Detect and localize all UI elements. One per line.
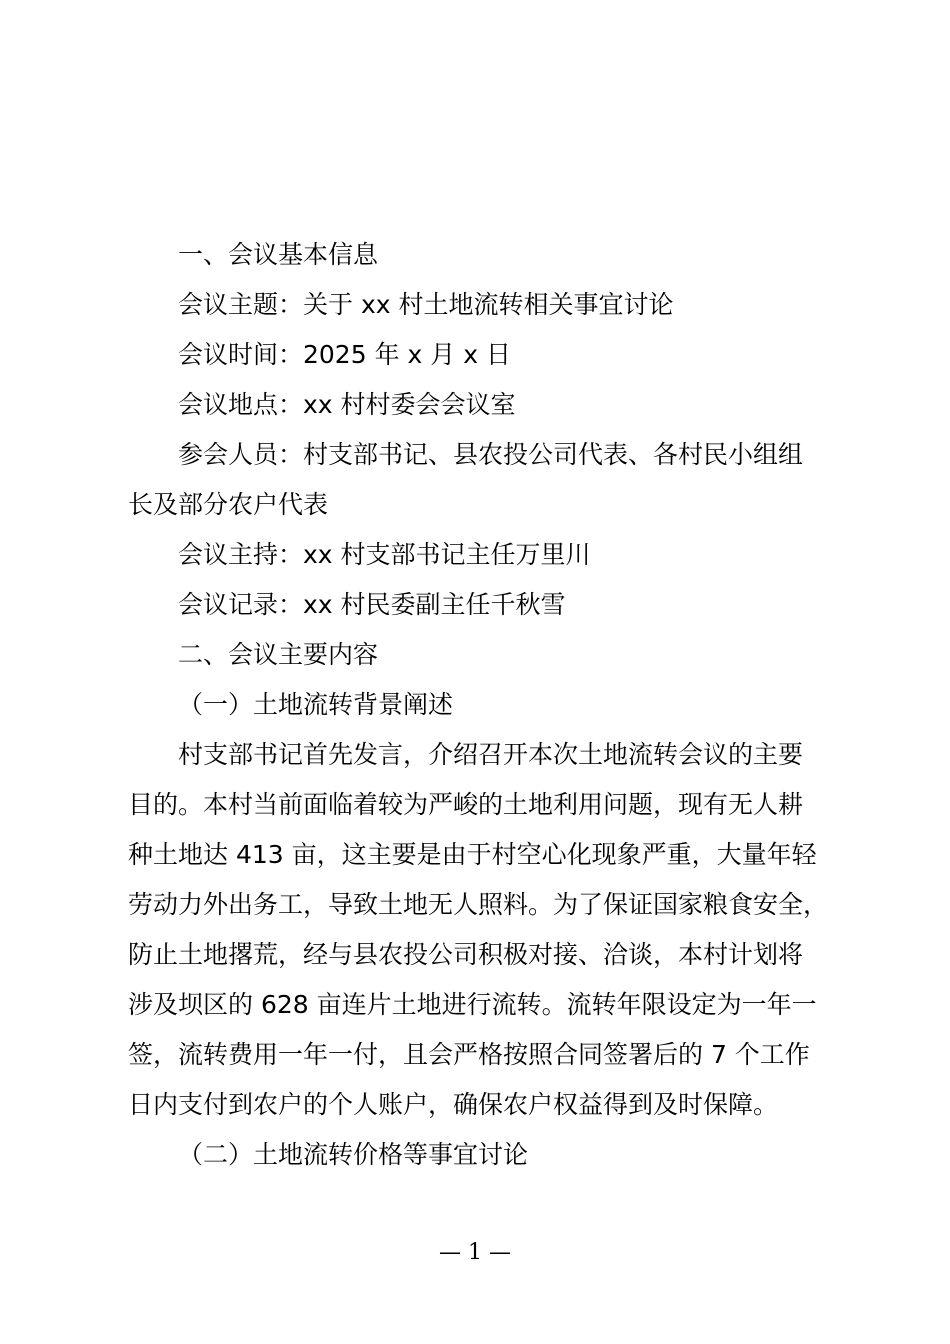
page-number: — 1 — xyxy=(439,1240,511,1265)
paragraph-line: 劳动力外出务工，导致土地无人照料。为了保证国家粮食安全， xyxy=(128,890,829,919)
paragraph-line: 签，流转费用一年一付，且会严格按照合同签署后的 7 个工作 xyxy=(128,1040,810,1069)
attendees-continued: 长及部分农户代表 xyxy=(128,490,329,519)
paragraph-line: 防止土地撂荒，经与县农投公司积极对接、洽谈，本村计划将 xyxy=(128,940,804,969)
paragraph-line: 涉及坝区的 628 亩连片土地进行流转。流转年限设定为一年一 xyxy=(128,990,817,1019)
paragraph-line: 目的。本村当前面临着较为严峻的土地利用问题，现有无人耕 xyxy=(128,790,804,819)
meeting-location: 会议地点：xx 村村委会会议室 xyxy=(178,390,516,419)
section-heading: 一、会议基本信息 xyxy=(178,240,379,269)
paragraph-line: 日内支付到农户的个人账户，确保农户权益得到及时保障。 xyxy=(128,1090,779,1119)
meeting-recorder: 会议记录：xx 村民委副主任千秋雪 xyxy=(178,590,566,619)
document-body xyxy=(128,230,838,1180)
subsection-heading: （二）土地流转价格等事宜讨论 xyxy=(178,1140,529,1169)
subsection-heading: （一）土地流转背景阐述 xyxy=(178,690,454,719)
section-heading: 二、会议主要内容 xyxy=(178,640,379,669)
attendees: 参会人员：村支部书记、县农投公司代表、各村民小组组 xyxy=(178,440,804,469)
meeting-topic: 会议主题：关于 xx 村土地流转相关事宜讨论 xyxy=(178,290,674,319)
paragraph-line: 种土地达 413 亩，这主要是由于村空心化现象严重，大量年轻 xyxy=(128,840,817,869)
meeting-time: 会议时间：2025 年 x 月 x 日 xyxy=(178,340,511,369)
meeting-host: 会议主持：xx 村支部书记主任万里川 xyxy=(178,540,591,569)
paragraph-line: 村支部书记首先发言，介绍召开本次土地流转会议的主要 xyxy=(178,740,804,769)
